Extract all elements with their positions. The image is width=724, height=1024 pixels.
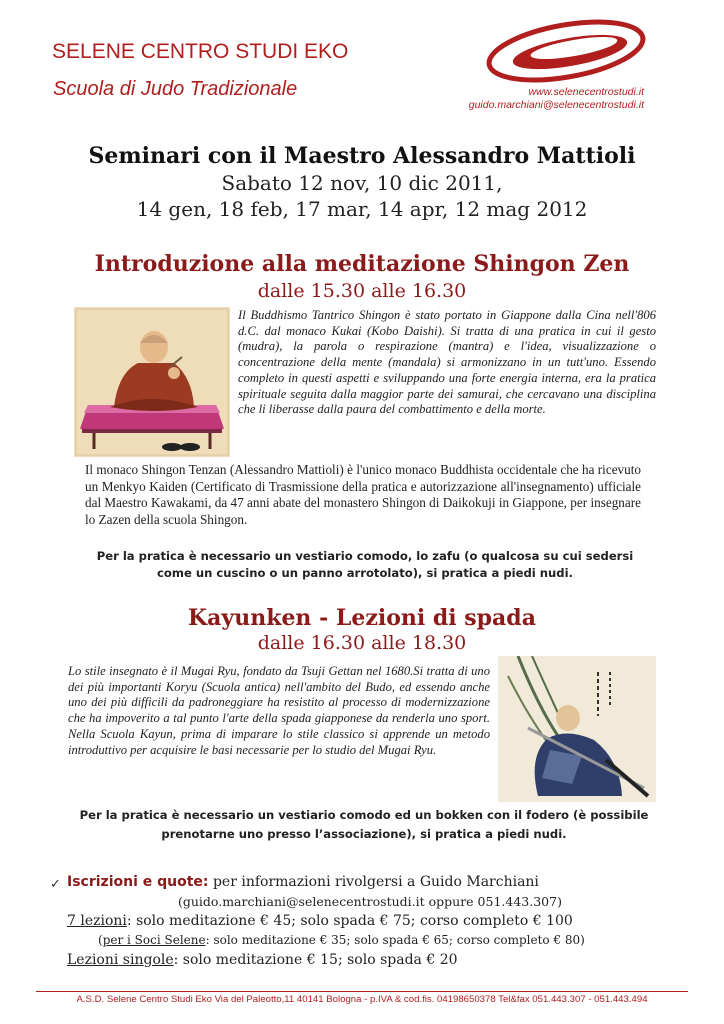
registration-contacts: (guido.marchiani@selenecentrostudi.it oppure 051.443.307) [178, 894, 562, 909]
selene-ellipse-logo-icon [478, 14, 654, 88]
meditation-heading: Introduzione alla meditazione Shingon Zen [94, 251, 630, 277]
email-link[interactable]: guido.marchiani@selenecentrostudi.it [468, 99, 644, 111]
seven-lessons-text: : solo meditazione € 45; solo spada € 75; corso completo € 100 [126, 913, 573, 929]
meditation-time: dalle 15.30 alle 16.30 [257, 280, 467, 302]
member-price [98, 933, 585, 947]
meditation-requirements-note: Per la pratica è necessario un vestiario comodo, lo zafu (o qualcosa su cui sedersi come un cuscino o un panno arrotolato), si pratica a piedi nudi. [96, 549, 634, 580]
seven-lessons-label: 7 lezioni [67, 913, 127, 929]
sword-requirements-note: Per la pratica è necessario un vestiario comodo ed un bokken con il fodero (è possibile prenotarne uno presso l’associazione), si pratica a piedi nudi. [79, 808, 649, 841]
org-subtitle: Scuola di Judo Tradizionale [53, 78, 298, 100]
footer-divider [36, 991, 688, 992]
footer-address: A.S.D. Selene Centro Studi Eko Via del Paleotto,11 40141 Bologna - p.IVA & cod.fis. 04198650378 Tel&fax 051.443.307 - 051.443.494 [76, 994, 648, 1005]
member-price-label: per i Soci Selene [102, 933, 206, 947]
registration-label: Iscrizioni e quote: [67, 874, 209, 890]
registration-line [67, 874, 539, 890]
sword-time: dalle 16.30 alle 18.30 [257, 632, 467, 654]
page-title: Seminari con il Maestro Alessandro Mattioli [88, 143, 636, 169]
meditation-description: Il Buddhismo Tantrico Shingon è stato portato in Giappone dalla Cina nell'806 d.C. dal monaco Kukai (Kobo Daishi). Si tratta di una pratica in cui il gesto (mudra), la parola o respirazione (mantra) e l'idea, visualizzazione o concentrazione della mente (mandala) si armonizzano in un tutt'uno. Essendo completo in questi aspetti e sviluppando una forte energia interna, era la pratica spirituale seguita dalla maggior parte dei samurai, che cercavano una disciplina che li liberasse dalla paura del combattimento e della morte. [238, 308, 656, 417]
single-lesson-label: Lezioni singole [67, 952, 174, 968]
checkmark-icon: ✓ [50, 877, 61, 892]
seven-lessons-price [67, 913, 573, 929]
single-lesson-price [67, 952, 458, 968]
seminar-dates-line2: 14 gen, 18 feb, 17 mar, 14 apr, 12 mag 2012 [136, 197, 588, 221]
org-name: SELENE CENTRO STUDI EKO [52, 40, 349, 63]
meditation-teacher-bio: Il monaco Shingon Tenzan (Alessandro Mattioli) è l'unico monaco Buddhista occidentale che ha ricevuto un Menkyo Kaiden (Certificato di Trasmissione della pratica e autorizzazione all'insegnamento) ufficiale dal Maestro Kawakami, da 47 anni abate del monastero Shingon di Daikokuji in Giappone, per insegnare lo Zazen della scuola Shingon. [85, 462, 641, 527]
samurai-print-icon [498, 656, 656, 802]
sword-description: Lo stile insegnato è il Mugai Ryu, fondato da Tsuji Gettan nel 1680.Si tratta di uno dei più importanti Koryu (Scuola antica) nell'ambito del Budo, ed essendo anche uno dei più difficili da padroneggiare ha resistito al processo di modernizzazione che ha impoverito a tal punto l'arte della spada giapponese da renderla uno sport. Nella Scuola Kayun, prima di imparare lo stile classico si apprende un metodo introduttivo per acquisire le basi necessarie per lo studio del Mugai Ryu. [68, 664, 490, 757]
member-price-open: ( [98, 933, 103, 947]
seminar-dates-line1: Sabato 12 nov, 10 dic 2011, [221, 171, 503, 195]
member-price-text: : solo meditazione € 35; solo spada € 65; corso completo € 80) [205, 933, 585, 947]
monk-portrait-icon [74, 307, 230, 457]
registration-text: per informazioni rivolgersi a Guido Marchiani [208, 874, 539, 890]
sword-heading: Kayunken - Lezioni di spada [188, 605, 536, 631]
website-link[interactable]: www.selenecentrostudi.it [528, 86, 644, 98]
single-lesson-text: : solo meditazione € 15; solo spada € 20 [173, 952, 458, 968]
